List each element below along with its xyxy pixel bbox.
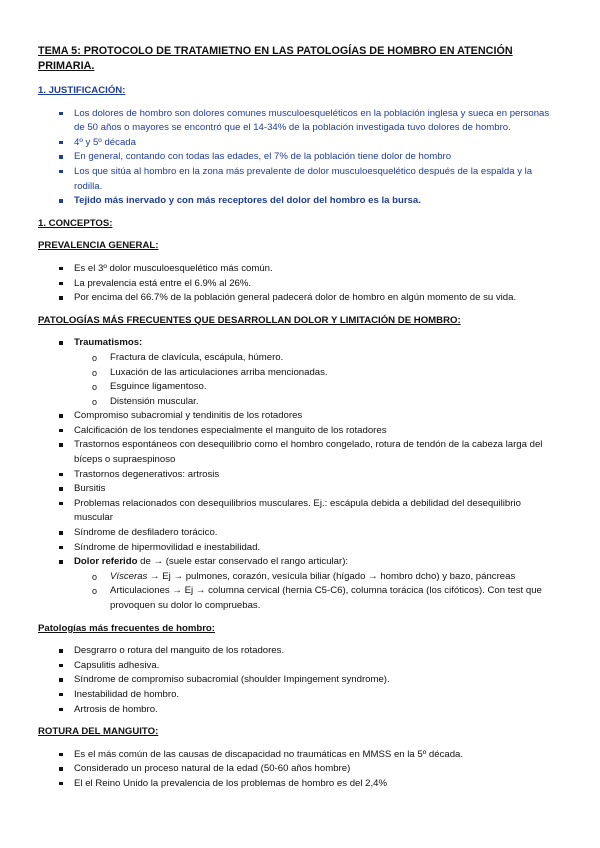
sublist-item: o Fractura de clavícula, escápula, húmero. <box>92 351 562 366</box>
sublist-item: o Luxación de las articulaciones arriba mencionadas. <box>92 366 562 381</box>
list-item: Considerado un proceso natural de la edad (50-60 años hombre) <box>38 762 562 777</box>
list-item: Es el 3º dolor musculoesquelético más común. <box>38 262 562 277</box>
list-item: En general, contando con todas las edades, el 7% de la población tiene dolor de hombro <box>38 150 562 165</box>
sublist-item: o Articulaciones → Ej → columna cervical (hernia C5-C6), columna torácica (los cifóticos). Con test que provoquen su dolor lo compruebas. <box>92 584 562 613</box>
list-item: Síndrome de compromiso subacromial (shoulder Impingement syndrome). <box>38 673 562 688</box>
prevalencia-list <box>38 262 562 306</box>
dolor-referido-text: de → (suele estar conservado el rango articular): <box>137 556 349 568</box>
list-item: Trastornos degenerativos: artrosis <box>38 468 562 483</box>
list-item: Tejido más inervado y con más receptores del dolor del hombro es la bursa. <box>38 194 562 209</box>
sublist-item <box>92 570 562 585</box>
document-title: TEMA 5: PROTOCOLO DE TRATAMIETNO EN LAS PATOLOGÍAS DE HOMBRO EN ATENCIÓN PRIMARIA. <box>38 45 513 72</box>
list-item: Desgrarro o rotura del manguito de los rotadores. <box>38 644 562 659</box>
list-item: Calcificación de los tendones especialmente el manguito de los rotadores <box>38 424 562 439</box>
patologias-list <box>38 336 562 613</box>
list-item: La prevalencia está entre el 6.9% al 26%. <box>38 277 562 292</box>
sublist-item: o Esguince ligamentoso. <box>92 380 562 395</box>
list-item <box>38 336 562 409</box>
rotura-list <box>38 748 562 792</box>
section-conceptos-heading: 1. CONCEPTOS: <box>38 217 113 229</box>
list-item: Es el más común de las causas de discapacidad no traumáticas en MMSS en la 5º década. <box>38 748 562 763</box>
dolor-referido-sublist <box>74 570 562 614</box>
justificacion-list <box>38 107 562 209</box>
section-prevalencia-heading: PREVALENCIA GENERAL: <box>38 240 159 252</box>
sublist-item: o Distensión muscular. <box>92 395 562 410</box>
visceras-label: Vísceras <box>110 570 148 582</box>
list-item <box>38 555 562 613</box>
list-item: Compromiso subacromial y tendinitis de los rotadores <box>38 409 562 424</box>
list-item: Los que sitúa al hombro en la zona más prevalente de dolor musculoesquelético después de la espalda y la rodilla. <box>38 165 562 194</box>
list-item: Trastornos espontáneos con desequilibrio como el hombro congelado, rotura de tendón de la cabeza larga del bíceps o supraespinoso <box>38 438 562 467</box>
traumatismos-label: Traumatismos: <box>74 337 143 349</box>
document-page <box>38 44 562 792</box>
list-item: El el Reino Unido la prevalencia de los problemas de hombro es del 2,4% <box>38 777 562 792</box>
traumatismos-sublist <box>74 351 562 409</box>
section-frecuentes-heading: Patologías más frecuentes de hombro: <box>38 622 215 634</box>
section-rotura-heading: ROTURA DEL MANGUITO: <box>38 726 159 738</box>
list-item: Artrosis de hombro. <box>38 703 562 718</box>
list-item: Los dolores de hombro son dolores comunes musculoesqueléticos en la población inglesa y sueca en personas de 50 años o mayores se encontró que el 14-34% de la población investigada tuvo dolores de hombro. <box>38 107 562 136</box>
list-item: Capsulitis adhesiva. <box>38 659 562 674</box>
frecuentes-list <box>38 644 562 717</box>
list-item: Por encima del 66.7% de la población general padecerá dolor de hombro en algún momento de su vida. <box>38 291 562 306</box>
section-justificacion-heading: 1. JUSTIFICACIÓN: <box>38 85 126 96</box>
dolor-referido-label: Dolor referido <box>74 556 138 568</box>
list-item: Inestabilidad de hombro. <box>38 688 562 703</box>
list-item: Problemas relacionados con desequilibrios musculares. Ej.: escápula debida a debilidad del desequilibrio muscular <box>38 497 562 526</box>
list-item: Síndrome de hipermovilidad e inestabilidad. <box>38 541 562 556</box>
section-patologias-heading: PATOLOGÍAS MÁS FRECUENTES QUE DESARROLLAN DOLOR Y LIMITACIÓN DE HOMBRO: <box>38 314 461 326</box>
list-item: Bursitis <box>38 482 562 497</box>
list-item: Síndrome de desfiladero torácico. <box>38 526 562 541</box>
visceras-text: → Ej → pulmones, corazón, vesícula biliar (hígado → hombro dcho) y bazo, páncreas <box>147 570 516 582</box>
list-item: 4º y 5º década <box>38 136 562 151</box>
